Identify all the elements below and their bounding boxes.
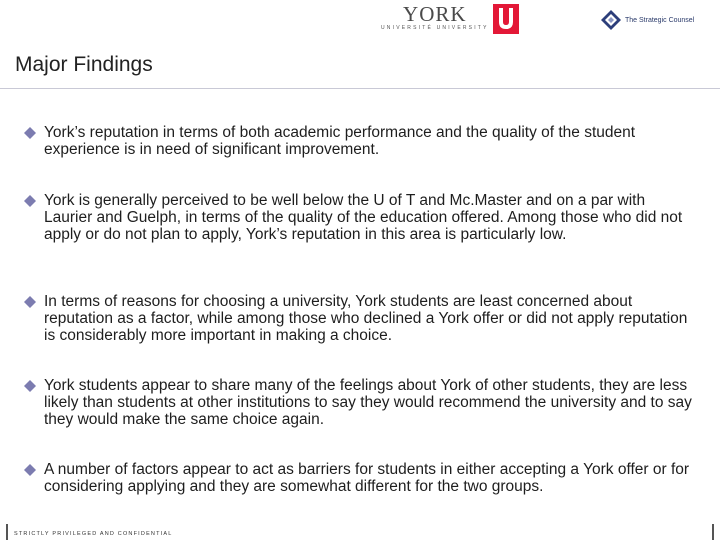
- york-u-icon: [493, 4, 519, 34]
- finding-text-4: York students appear to share many of the feelings about York of other students, they are less likely than students at other institutions to say they would recommend the university and to say they would make the same choice again.: [44, 377, 692, 428]
- york-university-logo: [381, 4, 519, 36]
- finding-text-1: York’s reputation in terms of both academic performance and the quality of the student experience is in need of significant improvement.: [44, 124, 636, 158]
- strategic-counsel-icon: [600, 9, 622, 31]
- finding-item-2: [24, 192, 704, 243]
- strategic-counsel-text: The Strategic Counsel: [625, 16, 695, 24]
- diamond-bullet-icon: [24, 296, 36, 308]
- finding-item-5: [24, 461, 704, 495]
- finding-text-3: In terms of reasons for choosing a university, York students are least concerned about reputation as a factor, while among those who declined a York offer or did not apply reputation is considerably more important in making a choice.: [44, 293, 688, 344]
- finding-text-5: A number of factors appear to act as barriers for students in either accepting a York offer or for considering applying and they are somewhat different for the two groups.: [44, 461, 690, 495]
- slide-title: Major Findings: [15, 53, 153, 76]
- title-divider: [0, 88, 720, 89]
- diamond-bullet-icon: [24, 195, 36, 207]
- finding-text-2: York is generally perceived to be well below the U of T and Mc.Master and on a par with Laurier and Guelph, in terms of the quality of the education offered. Among those who did not apply or do not plan to apply, York’s reputation in this area is particularly low.: [44, 192, 683, 243]
- footer-left-marker: [6, 524, 8, 540]
- york-wordmark: [381, 4, 489, 31]
- finding-item-4: [24, 377, 704, 428]
- diamond-bullet-icon: [24, 127, 36, 139]
- confidentiality-footer: STRICTLY PRIVILEGED AND CONFIDENTIAL: [14, 531, 173, 537]
- york-logo-name: YORK: [403, 2, 467, 26]
- footer-right-marker: [712, 524, 714, 540]
- diamond-bullet-icon: [24, 464, 36, 476]
- york-logo-subtitle: UNIVERSITÉ UNIVERSITY: [381, 25, 489, 31]
- finding-item-1: [24, 124, 704, 158]
- finding-item-3: [24, 293, 704, 344]
- strategic-counsel-logo: [600, 9, 694, 31]
- diamond-bullet-icon: [24, 380, 36, 392]
